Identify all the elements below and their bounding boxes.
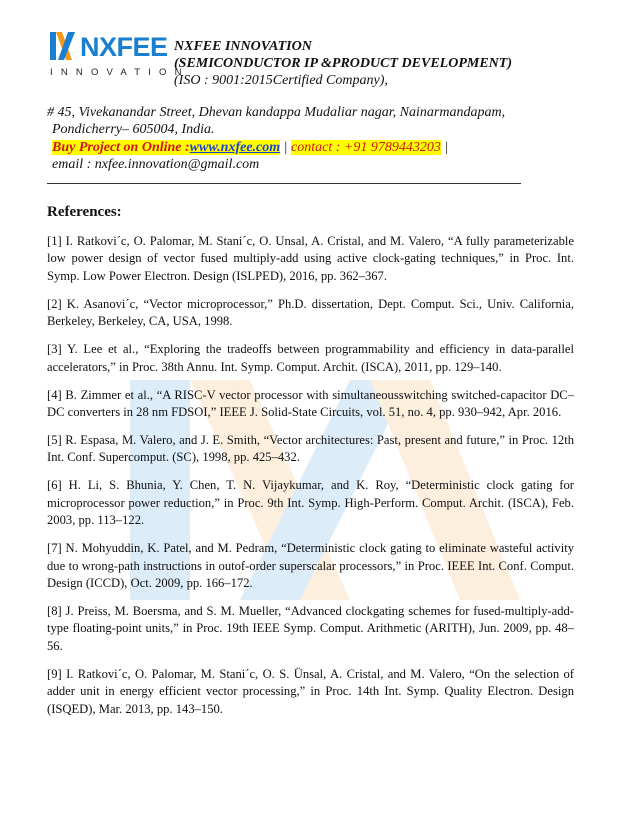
- website-link[interactable]: www.nxfee.com: [189, 139, 281, 155]
- address-line-1: # 45, Vivekanandar Street, Dhevan kandappa Mudaliar nagar, Nainarmandapam,: [47, 105, 506, 120]
- company-tagline: (SEMICONDUCTOR IP &PRODUCT DEVELOPMENT): [174, 56, 512, 71]
- logo-subtitle: INNOVATION: [50, 67, 190, 78]
- reference-item: [1] I. Ratkovi´c, O. Palomar, M. Stani´c, O. Unsal, A. Cristal, and M. Valero, “A fully parameterizable low power design of vector fused multiply-add using active clock-gating techniques,” in Proc. Int. Symp. Low Power Electron. Design (ISLPED), 2016, pp. 362–367.: [47, 234, 574, 283]
- logo-brand: NXFEE: [80, 32, 168, 62]
- divider: [47, 183, 521, 184]
- reference-item: [3] Y. Lee et al., “Exploring the tradeoffs between programmability and efficiency in data-parallel accelerators,” in Proc. 38th Annu. Int. Symp. Comput. Archit. (ISCA), 2011, pp. 129–140.: [47, 342, 574, 374]
- contact-line: [47, 139, 505, 156]
- company-logo: [48, 30, 190, 80]
- email-line: email : nxfee.innovation@gmail.com: [52, 156, 260, 172]
- reference-item: [9] I. Ratkovi´c, O. Palomar, M. Stani´c, O. S. Ünsal, A. Cristal, and M. Valero, “On the selection of adder unit in energy efficient vector processing,” in Proc. 14th Int. Symp. Quality Electron. Design (ISQED), Mar. 2013, pp. 143–150.: [47, 666, 574, 716]
- references-heading: References:: [47, 204, 122, 220]
- reference-item: [8] J. Preiss, M. Boersma, and S. M. Mueller, “Advanced clockgating schemes for fused-multiply-add-type floating-point units,” in Proc. 19th IEEE Symp. Comput. Arithmetic (ARITH), Jun. 2009, pp. 48–56.: [47, 604, 574, 653]
- address-block: [47, 104, 505, 173]
- contact-phone: contact : +91 9789443203: [291, 139, 441, 155]
- iso-certification: (ISO : 9001:2015Certified Company),: [174, 73, 388, 88]
- company-name: NXFEE INNOVATION: [174, 39, 312, 54]
- reference-item: [5] R. Espasa, M. Valero, and J. E. Smith, “Vector architectures: Past, present and future,” in Proc. 12th Int. Conf. Supercomput. (SC), 1998, pp. 425–432.: [47, 433, 574, 465]
- reference-item: [2] K. Asanovi´c, “Vector microprocessor,” Ph.D. dissertation, Dept. Comput. Sci., Univ. California, Berkeley, Berkeley, CA, USA, 1998.: [47, 296, 574, 329]
- references-list: [47, 233, 574, 729]
- address-line-2: Pondicherry– 605004, India.: [52, 122, 215, 138]
- buy-online-highlight: [52, 140, 280, 155]
- company-header: [174, 38, 512, 89]
- buy-online-label: Buy Project on Online :: [52, 139, 190, 155]
- reference-item: [4] B. Zimmer et al., “A RISC-V vector processor with simultaneousswitching switched-capacitor DC–DC converters in 28 nm FDSOI,” IEEE J. Solid-State Circuits, vol. 51, no. 4, pp. 930–942, Apr. 2016.: [47, 387, 574, 420]
- separator: |: [440, 139, 449, 155]
- reference-item: [7] N. Mohyuddin, K. Patel, and M. Pedram, “Deterministic clock gating to eliminate wasteful activity due to wrong-path instructions in outof-order superscalar processors,” in Proc. IEEE Int. Conf. Comput. Design (ICCD), Oct. 2009, pp. 166–172.: [47, 541, 574, 591]
- separator: |: [280, 139, 292, 155]
- reference-item: [6] H. Li, S. Bhunia, Y. Chen, T. N. Vijaykumar, and K. Roy, “Deterministic clock gating for microprocessor power reduction,” in Proc. 9th Int. Symp. High-Perform. Comput. Archit. (ISCA), Feb. 2003, pp. 113–122.: [47, 478, 574, 528]
- nx-logo-icon: [48, 30, 78, 62]
